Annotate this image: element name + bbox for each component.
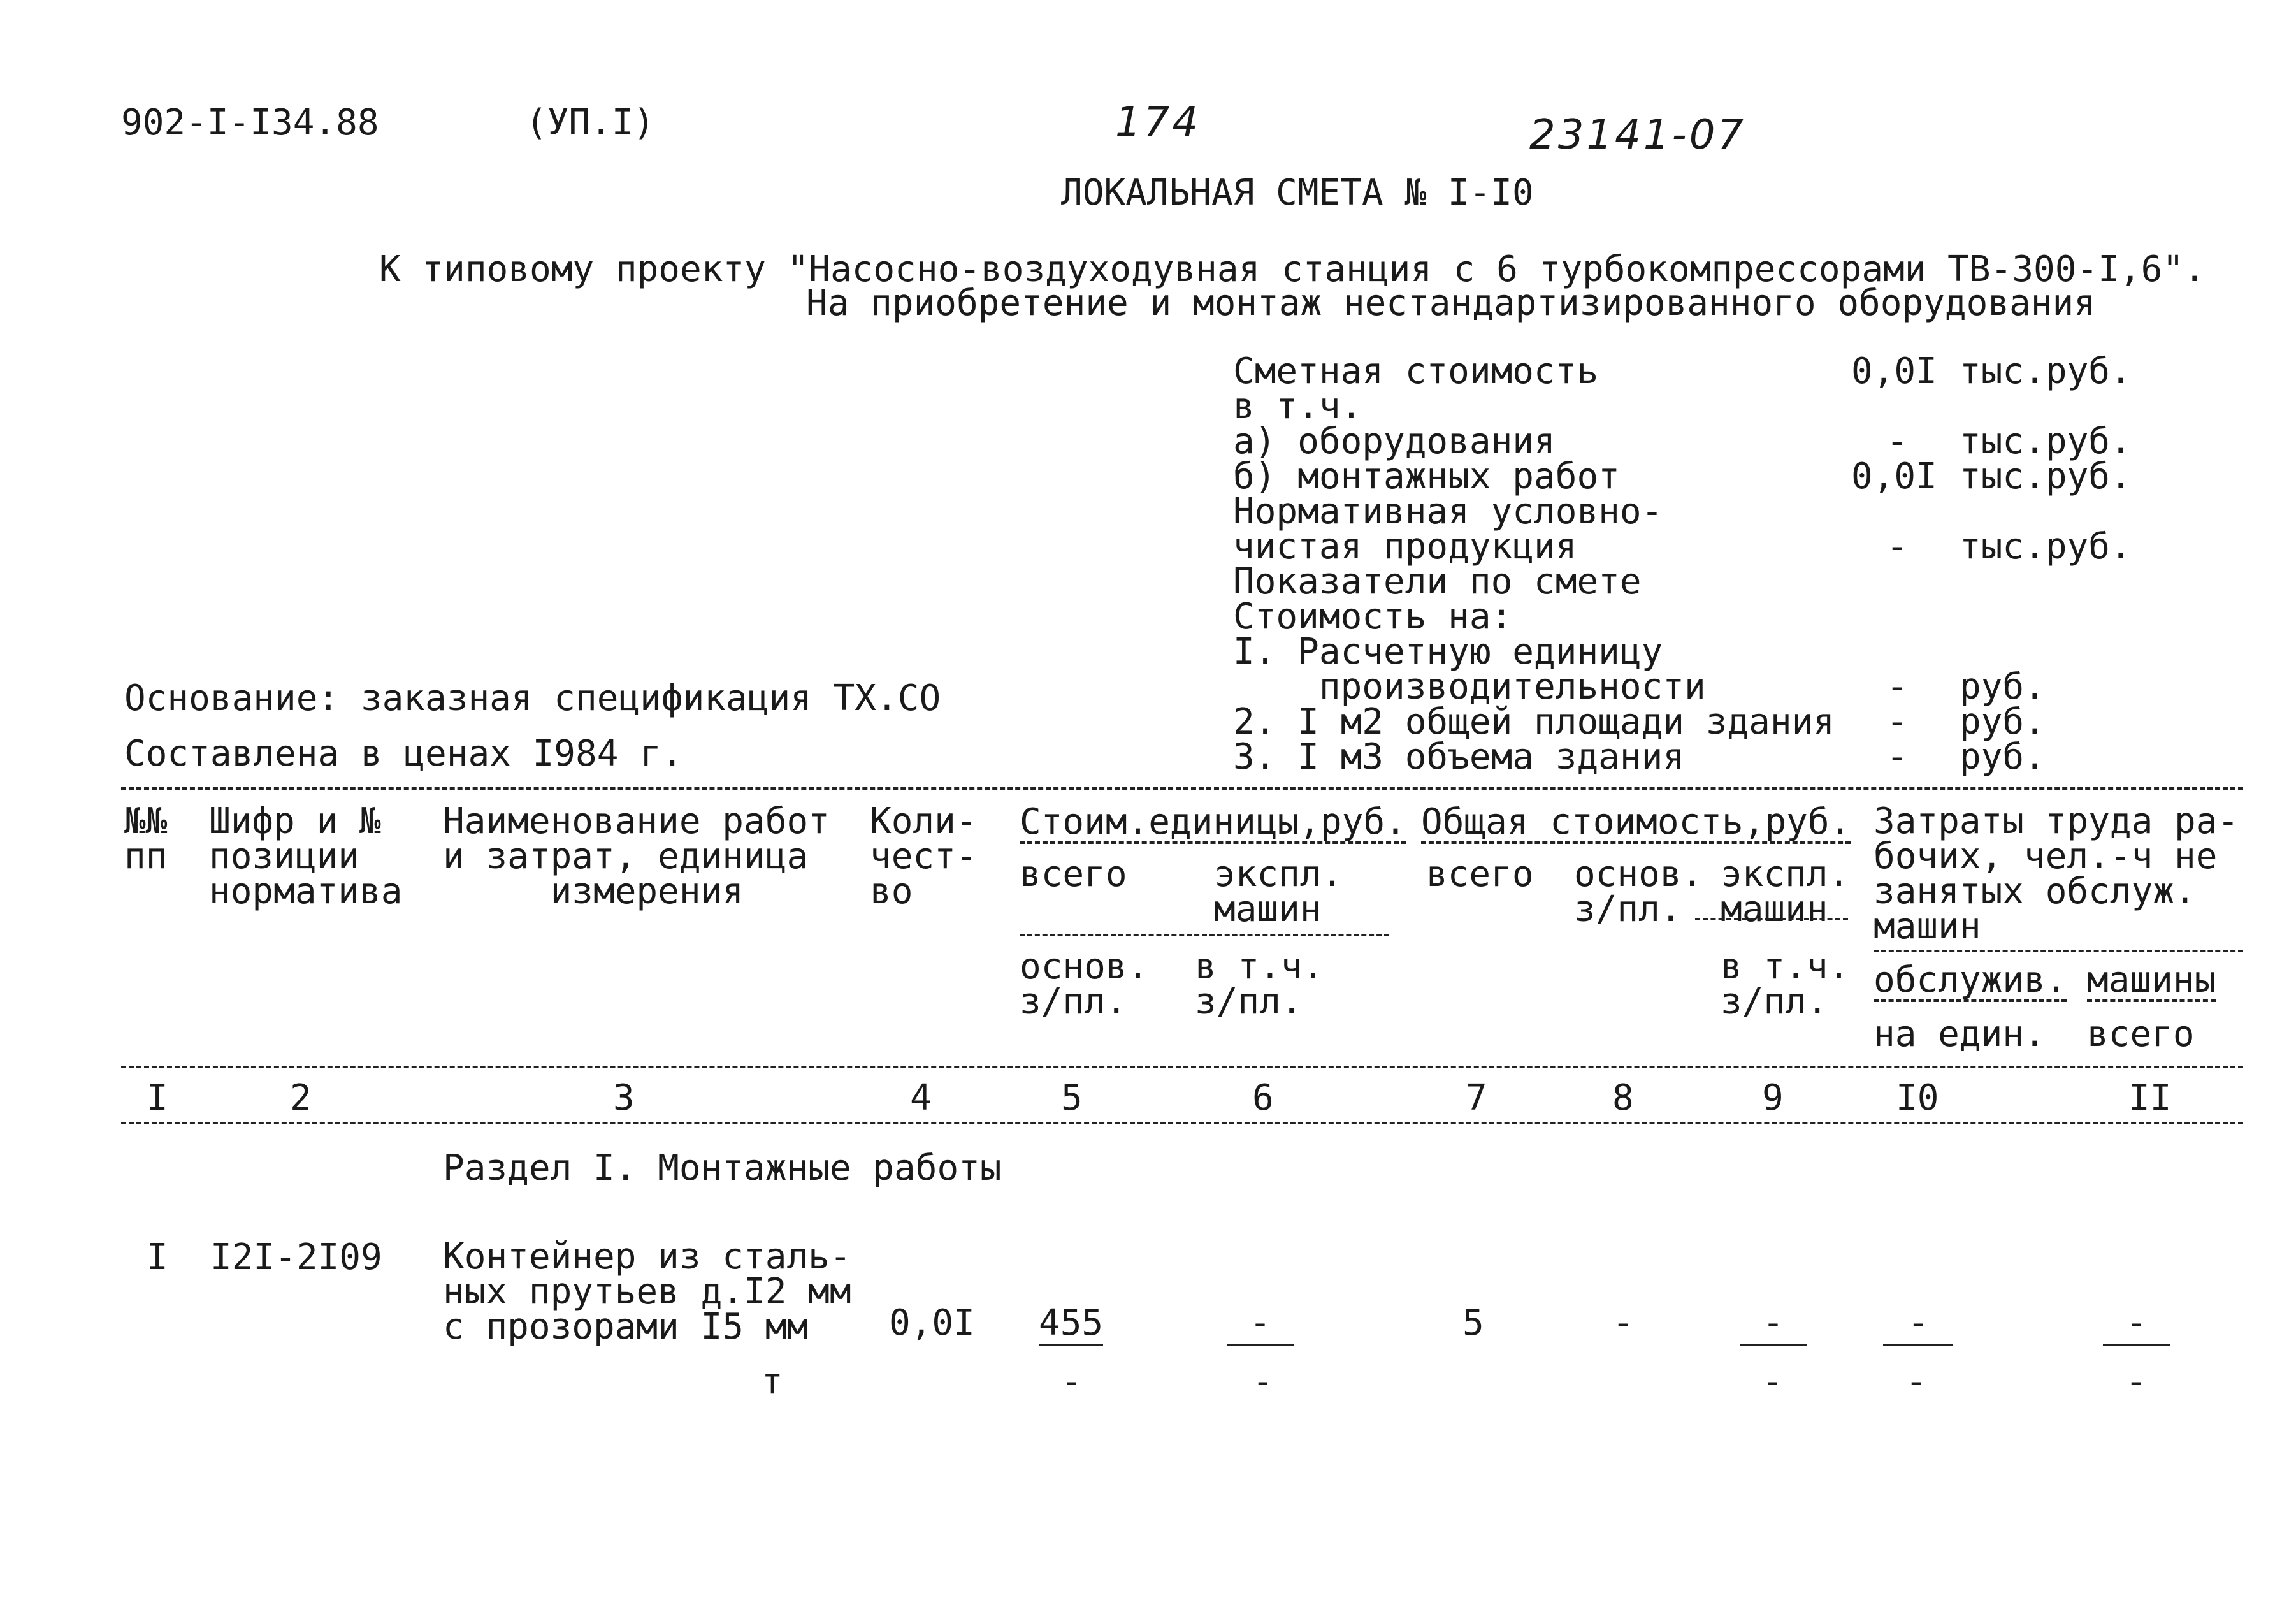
row-unit: т — [762, 1361, 783, 1402]
subheader-rule-left — [1020, 934, 1389, 936]
summary-unit: тыс.руб. — [1960, 526, 2132, 567]
summary-value: 0,0I — [1851, 351, 1937, 392]
summary-unit: руб. — [1960, 666, 2046, 708]
summary-label: чистая продукция — [1233, 526, 1577, 567]
column-number: 5 — [1061, 1077, 1083, 1119]
col-header-6b: в т.ч. з/пл. — [1195, 946, 1324, 1022]
summary-label: Показатели по смете — [1233, 561, 1642, 602]
row-number: I — [147, 1237, 168, 1278]
row-labor-unit-lower: - — [1905, 1361, 1927, 1402]
summary-unit: тыс.руб. — [1960, 351, 2132, 392]
summary-value: - — [1886, 736, 1908, 778]
col-header-5a: всего — [1020, 853, 1127, 895]
row-unit-cost-wages: - — [1061, 1361, 1083, 1402]
row-total-wages: - — [1612, 1302, 1634, 1344]
col-header-name: Наименование работ и затрат, единица измерения — [443, 801, 830, 912]
column-number: 7 — [1466, 1077, 1487, 1119]
col-header-11b: всего — [2087, 1013, 2195, 1055]
row-code: I2I-2I09 — [210, 1237, 382, 1278]
summary-label: I. Расчетную единицу — [1233, 631, 1663, 672]
estimate-title: ЛОКАЛЬНАЯ СМЕТА № I-I0 — [1061, 172, 1534, 214]
col-header-total-cost: Общая стоимость,руб. — [1421, 801, 1851, 843]
row-labor-unit: - — [1883, 1305, 1953, 1346]
summary-label: а) оборудования — [1233, 421, 1556, 462]
summary-value: - — [1886, 701, 1908, 743]
subheader-rule-right — [1874, 950, 2243, 952]
row-total-machine-wages: - — [1762, 1361, 1784, 1402]
summary-label: Стоимость на: — [1233, 596, 1513, 637]
row-unit-cost-total: 455 — [1039, 1305, 1103, 1346]
col-header-unit-cost: Стоим.единицы,руб. — [1020, 801, 1406, 843]
summary-unit: руб. — [1960, 736, 2046, 778]
summary-value: 0,0I — [1851, 456, 1937, 497]
document-code: 902-I-I34.88 — [121, 102, 379, 143]
col-header-9b: в т.ч. з/пл. — [1721, 946, 1850, 1022]
row-name: Контейнер из сталь- ных прутьев д.I2 мм с прозорами I5 мм — [443, 1236, 851, 1347]
summary-value: - — [1886, 666, 1908, 708]
column-number: 3 — [613, 1077, 635, 1119]
summary-value: - — [1886, 526, 1908, 567]
summary-label: Сметная стоимость — [1233, 351, 1599, 392]
header-rule-top — [121, 787, 2243, 790]
project-line-1: К типовому проекту "Насосно-воздуходувная станция с 6 турбокомпрессорами ТВ-300-I,6". — [379, 249, 2206, 290]
column-number: 4 — [910, 1077, 932, 1119]
prices-line: Составлена в ценах I984 г. — [124, 733, 683, 774]
row-unit-cost-machine-wages: - — [1252, 1361, 1274, 1402]
col-header-5b: основ. з/пл. — [1020, 946, 1149, 1022]
col-header-11: машины — [2087, 959, 2216, 1001]
column-number: 8 — [1612, 1077, 1634, 1119]
column-number: 6 — [1252, 1077, 1274, 1119]
header-rule-bottom — [121, 1066, 2243, 1068]
col-header-9a: экспл. машин — [1721, 853, 1850, 930]
row-labor-total: - — [2103, 1305, 2170, 1346]
summary-value: - — [1886, 421, 1908, 462]
section-title: Раздел I. Монтажные работы — [443, 1147, 1002, 1189]
col-header-code: Шифр и № позиции норматива — [209, 801, 403, 912]
row-total-machines: - — [1740, 1305, 1807, 1346]
project-line-2: На приобретение и монтаж нестандартизированного оборудования — [806, 282, 2095, 324]
summary-label: 3. I м3 объема здания — [1233, 736, 1685, 778]
row-total-cost: 5 — [1462, 1302, 1484, 1344]
column-number: II — [2128, 1077, 2172, 1119]
album-code: (УП.I) — [526, 102, 655, 143]
col-header-quantity: Коли- чест- во — [870, 801, 978, 912]
column-number: 9 — [1762, 1077, 1784, 1119]
column-numbers-rule — [121, 1122, 2243, 1124]
col-header-10: обслужив. — [1874, 959, 2067, 1001]
col-header-number: №№ пп — [124, 801, 168, 877]
summary-unit: тыс.руб. — [1960, 456, 2132, 497]
row-unit-cost-machines: - — [1227, 1305, 1294, 1346]
column-number: I0 — [1896, 1077, 1939, 1119]
summary-label: Нормативная условно- — [1233, 491, 1663, 532]
handwritten-page-number: 174 — [1115, 99, 1201, 146]
row-quantity: 0,0I — [889, 1302, 975, 1344]
summary-unit: руб. — [1960, 701, 2046, 743]
subheader-rule-mid — [1695, 918, 1848, 920]
summary-label: б) монтажных работ — [1233, 456, 1620, 497]
handwritten-document-number: 23141-07 — [1529, 112, 1747, 159]
summary-label: в т.ч. — [1233, 386, 1362, 427]
col-header-labor: Затраты труда ра- бочих, чел.-ч не занятых обслуж. машин — [1874, 801, 2239, 947]
col-header-8a: основ. з/пл. — [1574, 853, 1703, 930]
summary-label: производительности — [1233, 666, 1706, 708]
row-labor-total-lower: - — [2125, 1361, 2147, 1402]
summary-label: 2. I м2 общей площади здания — [1233, 701, 1835, 743]
basis-line: Основание: заказная спецификация ТХ.СО — [124, 678, 941, 719]
col-header-7a: всего — [1426, 853, 1534, 895]
column-number: 2 — [290, 1077, 312, 1119]
summary-unit: тыс.руб. — [1960, 421, 2132, 462]
col-header-6a: экспл. машин — [1214, 853, 1343, 930]
column-number: I — [147, 1077, 168, 1119]
col-header-10b: на един. — [1874, 1013, 2046, 1055]
